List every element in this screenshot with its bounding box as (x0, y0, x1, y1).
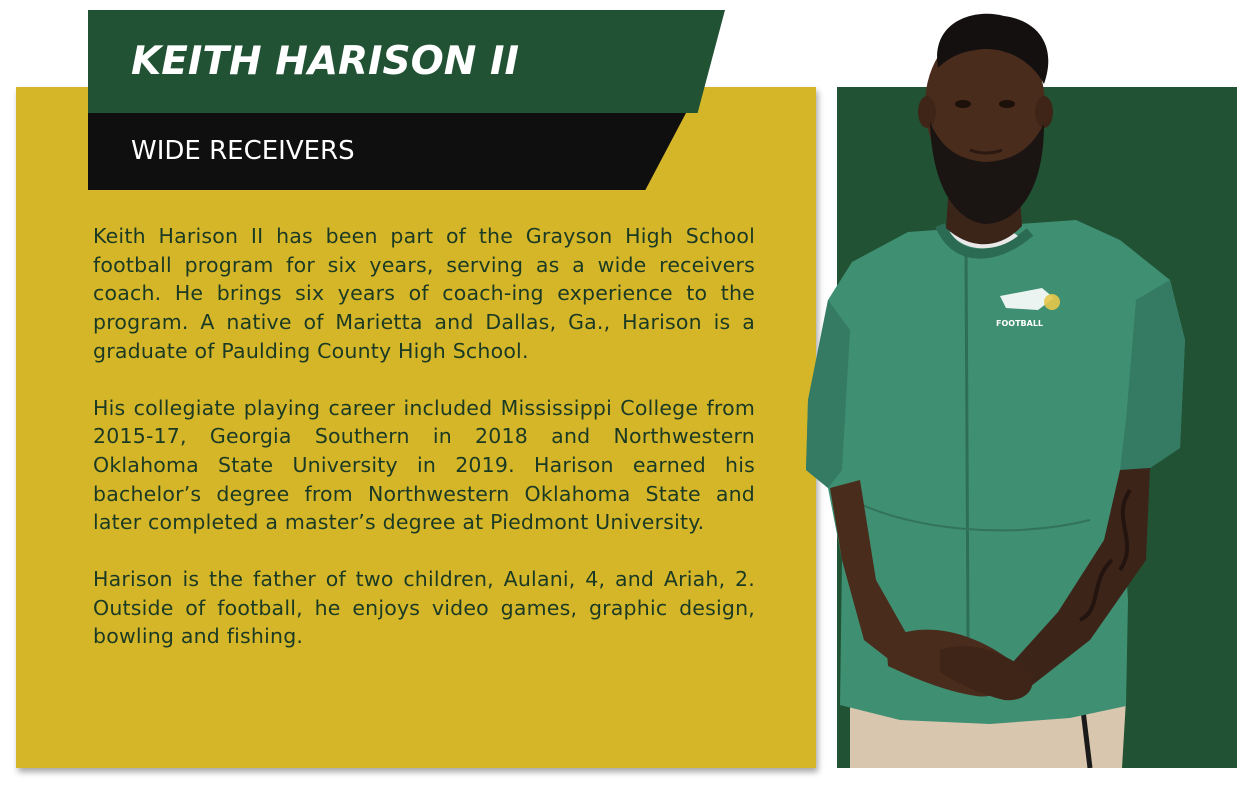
shirt-logo-text: FOOTBALL (996, 319, 1044, 328)
bio-paragraph-2: His collegiate playing career included Mississippi College from 2015-17, Georgia Southern in 2018 and Northwestern Oklahoma State University in 2019. Harison earned his bachelor’s degree from Northwestern Oklahoma State and later completed a master’s degree at Piedmont University. (93, 395, 755, 535)
bio-paragraph-3: Harison is the father of two children, Aulani, 4, and Ariah, 2. Outside of football, he enjoys video games, graphic design, bowling and fishing. (93, 567, 755, 649)
bio-text (93, 222, 755, 651)
bio-paragraph-1: Keith Harison II has been part of the Grayson High School football program for six years, serving as a wide receivers coach. He brings six years of coach-ing experience to the program. A native of Marietta and Dallas, Ga., Harison is a graduate of Paulding County High School. (93, 224, 755, 363)
coach-name: KEITH HARISON II (131, 39, 520, 84)
coach-position: WIDE RECEIVERS (131, 136, 355, 166)
coach-photo (790, 0, 1240, 768)
